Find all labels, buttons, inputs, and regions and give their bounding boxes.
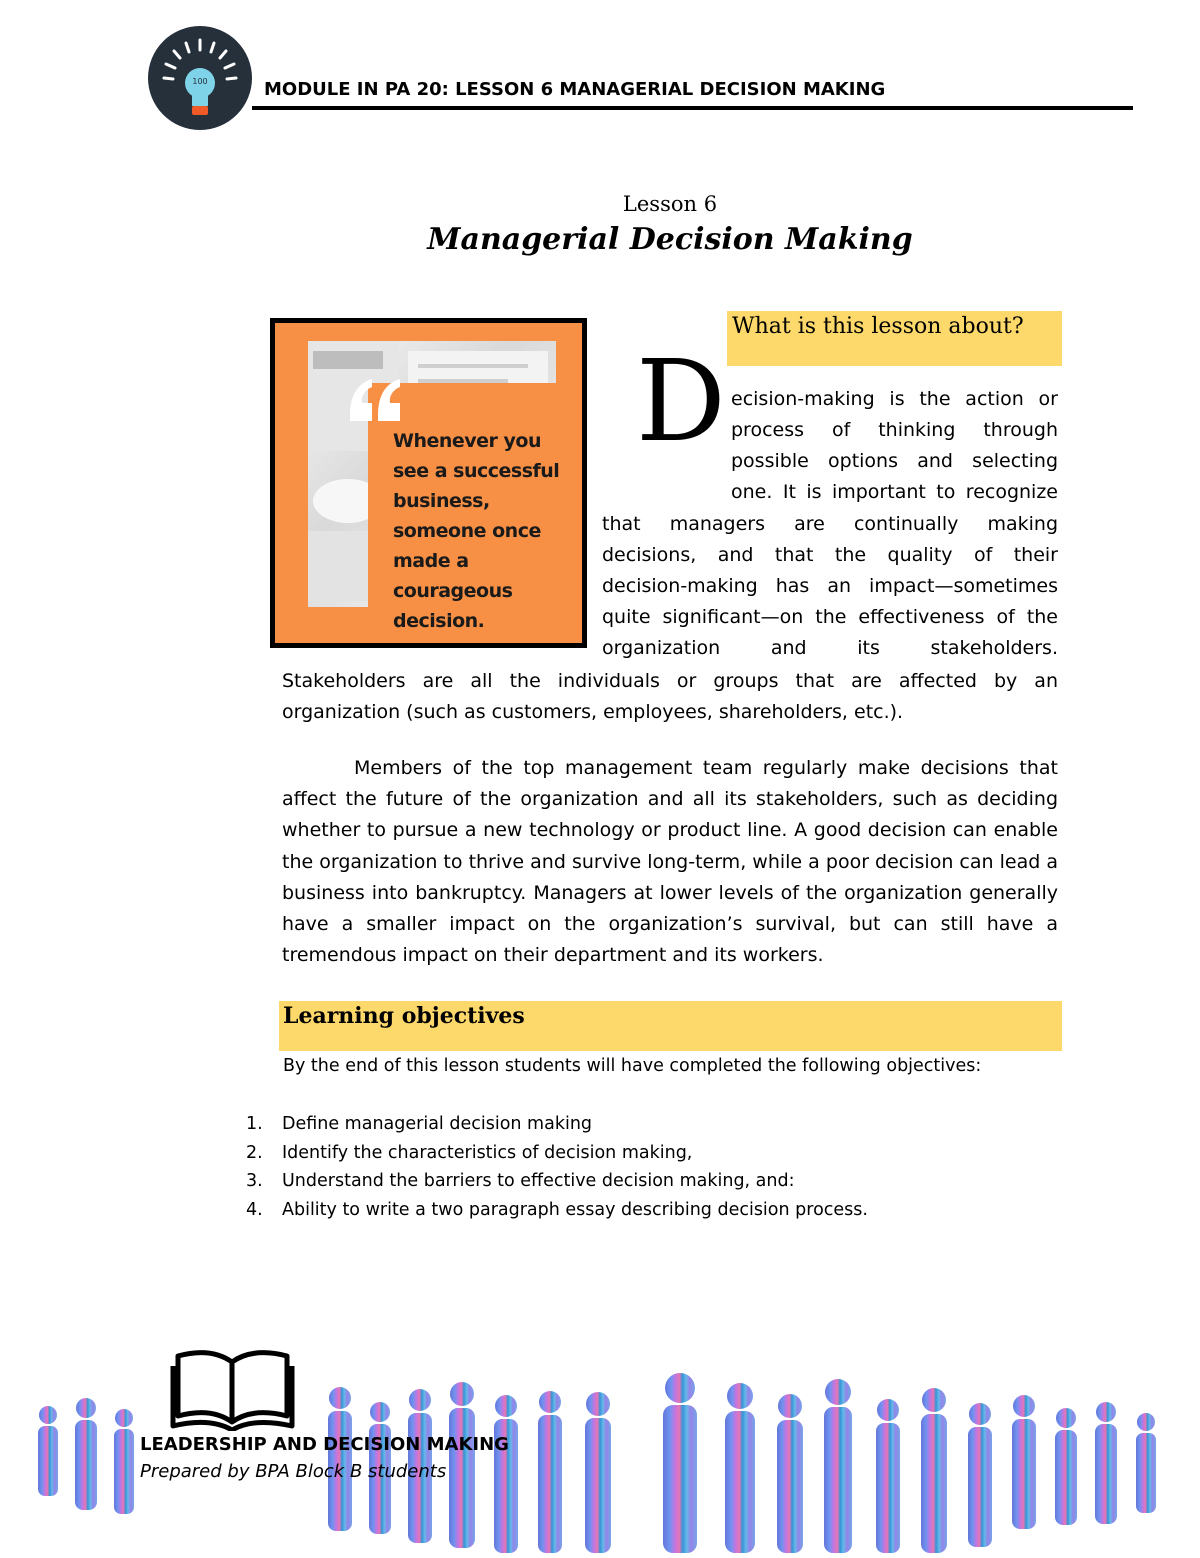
paragraph-2-text: Members of the top management team regularly make decisions that affect the future of the organization and all its stakeholders, such as deciding whether to pursue a new technology or product line. A good decision can enable the organization to thrive and survive long-term, while a poor decision can lead a business into bankruptcy. Managers at lower levels of the organization generally have a smaller impact on the organization’s survival, but can still have a tremendous impact on their department and its workers.: [282, 757, 1058, 967]
quote-line: made a: [393, 550, 469, 572]
objectives-intro: By the end of this lesson students will have completed the following objectives:: [283, 1056, 982, 1076]
footer-title: LEADERSHIP AND DECISION MAKING: [140, 1434, 509, 1455]
objectives-list: [246, 1110, 868, 1224]
objective-number: 2.: [246, 1142, 263, 1163]
about-line: quite significant—on the effectiveness of the: [602, 606, 1058, 628]
about-line: Stakeholders are all the individuals or groups that are affected by an: [282, 670, 1058, 692]
objective-text: Identify the characteristics of decision making,: [282, 1142, 693, 1163]
about-line: one. It is important to recognize: [731, 481, 1058, 503]
lesson-title: Managerial Decision Making: [427, 222, 913, 257]
objective-item: [246, 1110, 868, 1139]
objectives-heading: Learning objectives: [283, 1003, 525, 1029]
objective-number: 4.: [246, 1199, 263, 1220]
objective-item: [246, 1196, 868, 1225]
about-heading: What is this lesson about?: [732, 314, 1024, 339]
quote-line: decision.: [393, 610, 485, 632]
objective-text: Define managerial decision making: [282, 1114, 593, 1134]
objective-item: [246, 1139, 868, 1168]
about-line: organization and its stakeholders.: [602, 637, 1058, 659]
objective-text: Understand the barriers to effective decision making, and:: [282, 1171, 795, 1191]
quote-line: someone once: [393, 520, 541, 542]
about-line: that managers are continually making: [602, 513, 1058, 535]
drop-cap: D: [636, 337, 726, 467]
objective-item: [246, 1167, 868, 1196]
about-line: ecision-making is the action or: [731, 388, 1058, 410]
quote-line: Whenever you: [393, 430, 542, 452]
objective-number: 1.: [246, 1114, 263, 1134]
footer-subtitle: Prepared by BPA Block B students: [140, 1461, 447, 1482]
about-line: process of thinking through: [731, 419, 1058, 441]
quote-line: courageous: [393, 580, 513, 602]
about-line: decision-making has an impact—sometimes: [602, 575, 1058, 597]
quote-line: business,: [393, 490, 490, 512]
objective-number: 3.: [246, 1171, 263, 1191]
quote-text: [393, 426, 573, 636]
lesson-label: Lesson 6: [622, 192, 718, 216]
about-line: decisions, and that the quality of their: [602, 544, 1058, 566]
about-line: possible options and selecting: [731, 450, 1058, 472]
svg-text:100: 100: [192, 77, 208, 86]
about-line: organization (such as customers, employees, shareholders, etc.).: [282, 701, 904, 723]
quote-line: see a successful: [393, 460, 560, 482]
quote-mark-icon: [346, 375, 406, 430]
header-title: MODULE IN PA 20: LESSON 6 MANAGERIAL DECISION MAKING: [264, 79, 886, 100]
open-book-icon: [170, 1346, 295, 1436]
paragraph-2: [282, 753, 1058, 971]
quote-image: [270, 318, 587, 648]
lightbulb-icon: [148, 26, 252, 130]
header-rule: [252, 106, 1133, 110]
objective-text: Ability to write a two paragraph essay describing decision process.: [282, 1199, 868, 1220]
